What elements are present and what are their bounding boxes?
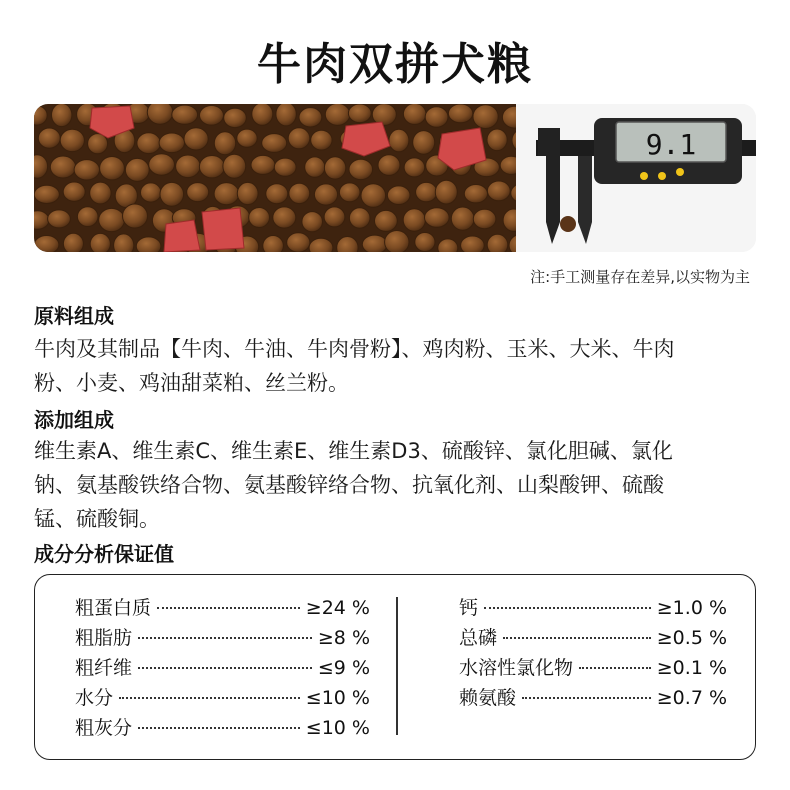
- kibble-piece: [276, 104, 296, 126]
- kibble-piece: [287, 233, 310, 252]
- kibble-piece: [38, 128, 60, 148]
- ingredients-line-1: 牛肉及其制品【牛肉、牛油、牛肉骨粉】、鸡肉粉、玉米、大米、牛肉: [34, 337, 675, 361]
- kibble-piece: [184, 128, 208, 150]
- kibble-piece: [172, 105, 198, 124]
- kibble-piece: [348, 104, 371, 123]
- analysis-row: [459, 593, 727, 623]
- kibble-piece: [403, 104, 426, 124]
- kibble-piece: [349, 159, 373, 179]
- kibble-piece: [403, 209, 425, 231]
- kibble-piece: [137, 133, 161, 154]
- kibble-piece: [339, 183, 360, 202]
- kibble-piece: [63, 182, 85, 201]
- kibble-piece: [251, 155, 275, 174]
- kibble-piece: [389, 129, 409, 152]
- kibble-piece: [34, 236, 59, 253]
- kibble-piece: [378, 155, 400, 176]
- nutrient-value: ≤9 %: [317, 657, 370, 679]
- kibble-piece: [438, 239, 458, 252]
- kibble-piece: [149, 154, 175, 175]
- analysis-row: [75, 653, 370, 683]
- kibble-piece: [223, 154, 246, 178]
- kibble-piece: [325, 104, 350, 125]
- leader-dots: [138, 727, 300, 729]
- kibble-piece: [199, 156, 224, 178]
- kibble-piece: [404, 158, 425, 177]
- nutrient-value: ≥0.7 %: [656, 687, 727, 709]
- leader-dots: [138, 667, 312, 669]
- leader-dots: [119, 697, 300, 699]
- kibble-piece: [448, 104, 472, 123]
- kibble-piece: [123, 204, 148, 228]
- kibble-piece: [249, 208, 270, 228]
- nutrient-name: 赖氨酸: [459, 687, 517, 709]
- kibble-piece: [273, 207, 296, 228]
- kibble-piece: [487, 181, 510, 201]
- leader-dots: [157, 607, 300, 609]
- analysis-table: [34, 574, 756, 760]
- nutrient-name: 粗灰分: [75, 717, 133, 739]
- kibble-piece: [252, 104, 273, 125]
- kibble-piece: [136, 237, 161, 252]
- kibble-piece: [387, 186, 410, 205]
- additives-text: [34, 434, 754, 536]
- analysis-row: [459, 683, 727, 713]
- kibble-piece: [299, 108, 322, 127]
- additives-line-1: 维生素A、维生素C、维生素E、维生素D3、硫酸锌、氯化胆碱、氯化: [34, 439, 673, 463]
- nutrient-value: ≥1.0 %: [656, 597, 727, 619]
- leader-dots: [503, 637, 651, 639]
- kibble-piece: [274, 158, 296, 176]
- nutrient-name: 粗纤维: [75, 657, 133, 679]
- kibble-piece: [473, 105, 498, 129]
- kibble-piece: [214, 183, 239, 205]
- analysis-left-column: [75, 593, 370, 743]
- kibble-piece: [314, 184, 337, 205]
- kibble-piece: [305, 157, 325, 177]
- kibble-piece: [473, 209, 496, 228]
- kibble-piece: [52, 104, 72, 127]
- kibble-piece: [90, 182, 111, 204]
- nutrient-name: 粗蛋白质: [75, 597, 152, 619]
- kibble-piece: [34, 185, 59, 203]
- kibble-piece: [361, 184, 386, 208]
- ingredients-text: [34, 332, 754, 400]
- kibble-piece: [160, 182, 184, 206]
- kibble-piece: [311, 130, 332, 150]
- kibble-piece: [385, 231, 409, 253]
- nutrient-name: 粗脂肪: [75, 627, 133, 649]
- nutrient-value: ≥24 %: [305, 597, 370, 619]
- product-title: 牛肉双拼犬粮: [257, 39, 533, 90]
- kibble-piece: [200, 106, 224, 126]
- kibble-piece: [77, 207, 98, 227]
- kibble-piece: [141, 183, 162, 202]
- analysis-right-column: [459, 593, 727, 713]
- kibble-piece: [415, 233, 435, 252]
- kibble-photo: [34, 104, 516, 252]
- kibble-piece: [159, 133, 184, 153]
- kibble-piece: [224, 108, 247, 127]
- kibble-piece: [74, 160, 99, 180]
- additives-heading: 添加组成: [34, 408, 114, 432]
- nutrient-name: 水溶性氯化物: [459, 657, 574, 679]
- leader-dots: [579, 667, 651, 669]
- kibble-piece: [451, 207, 474, 230]
- kibble-piece: [435, 180, 457, 204]
- analysis-row: [75, 713, 370, 743]
- analysis-row: [75, 623, 370, 653]
- kibble-piece: [425, 107, 448, 128]
- kibble-piece: [125, 158, 149, 181]
- kibble-piece: [48, 210, 71, 228]
- caliper-photo: [516, 104, 756, 252]
- kibble-piece: [147, 104, 173, 124]
- kibble-piece: [413, 131, 435, 155]
- kibble-piece: [416, 182, 437, 201]
- analysis-row: [75, 683, 370, 713]
- kibble-piece: [266, 184, 288, 204]
- kibble-piece: [349, 208, 370, 228]
- kibble-piece: [187, 183, 209, 202]
- kibble-piece: [237, 129, 257, 147]
- leader-dots: [138, 637, 312, 639]
- additives-line-2: 钠、氨基酸铁络合物、氨基酸锌络合物、抗氧化剂、山梨酸钾、硫酸: [34, 473, 664, 497]
- leader-dots: [484, 607, 651, 609]
- kibble-piece: [461, 236, 485, 252]
- kibble-piece: [487, 129, 507, 151]
- kibble-piece: [100, 157, 125, 180]
- kibble-piece: [302, 212, 323, 232]
- kibble-piece: [464, 185, 487, 203]
- ingredients-heading: 原料组成: [34, 304, 114, 328]
- nutrient-value: ≤10 %: [305, 687, 370, 709]
- kibble-piece: [90, 233, 110, 252]
- kibble-piece: [487, 234, 508, 252]
- additives-line-3: 锰、硫酸铜。: [34, 507, 160, 531]
- nutrient-value: ≥0.1 %: [656, 657, 727, 679]
- nutrient-name: 总磷: [459, 627, 498, 649]
- column-divider: [396, 597, 398, 735]
- kibble-piece: [237, 182, 258, 204]
- nutrient-name: 水分: [75, 687, 114, 709]
- analysis-heading: 成分分析保证值: [34, 542, 174, 566]
- kibble-piece: [176, 155, 201, 178]
- caliper-reading: 9.1: [645, 128, 697, 161]
- analysis-row: [75, 593, 370, 623]
- ingredients-line-2: 粉、小麦、鸡油甜菜粕、丝兰粉。: [34, 371, 349, 395]
- kibble-piece: [362, 235, 387, 252]
- kibble-piece: [99, 208, 125, 231]
- kibble-piece: [262, 134, 287, 153]
- kibble-piece: [324, 157, 345, 179]
- kibble-piece: [288, 128, 310, 149]
- analysis-row: [459, 623, 727, 653]
- kibble-piece: [324, 207, 345, 227]
- kibble-piece: [50, 156, 75, 178]
- kibble-piece: [425, 208, 450, 228]
- kibble-piece: [375, 210, 398, 231]
- kibble-piece: [60, 129, 84, 151]
- leader-dots: [522, 697, 651, 699]
- kibble-piece: [214, 132, 235, 155]
- nutrient-name: 钙: [459, 597, 479, 619]
- nutrient-value: ≤10 %: [305, 717, 370, 739]
- nutrient-value: ≥8 %: [317, 627, 370, 649]
- kibble-piece: [263, 236, 284, 253]
- hero-image-banner: [34, 104, 756, 252]
- kibble-piece: [114, 234, 134, 252]
- measurement-note: 注:手工测量存在差异,以实物为主: [530, 268, 750, 286]
- kibble-piece: [63, 233, 83, 252]
- kibble-piece: [289, 183, 310, 203]
- nutrient-value: ≥0.5 %: [656, 627, 727, 649]
- analysis-row: [459, 653, 727, 683]
